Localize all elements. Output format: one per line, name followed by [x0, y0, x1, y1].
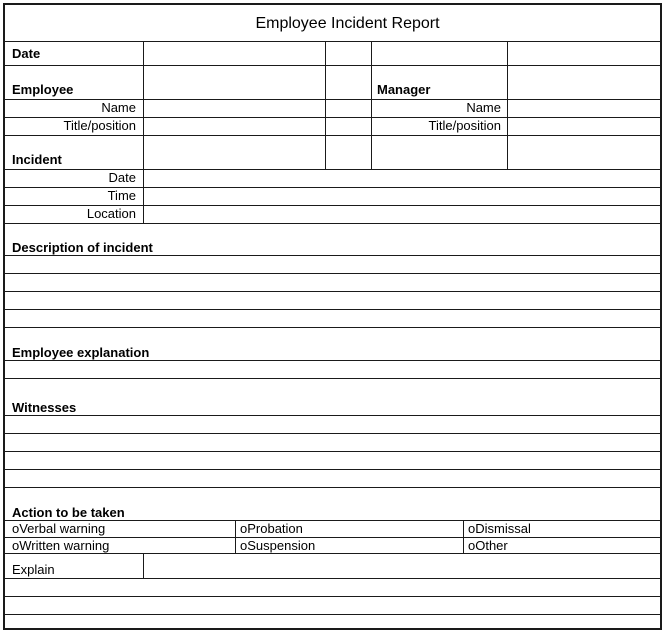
- date-field[interactable]: [144, 42, 659, 65]
- option-written-warning[interactable]: oWritten warning: [12, 538, 110, 553]
- rule-explain-line-2: [5, 614, 660, 615]
- employee-title-field[interactable]: [144, 118, 325, 135]
- form-border-bottom: [3, 628, 662, 630]
- rule-date-bottom: [5, 65, 660, 66]
- manager-heading: Manager: [377, 82, 431, 97]
- witnesses-field[interactable]: [5, 416, 660, 487]
- manager-name-field[interactable]: [508, 100, 659, 117]
- option-suspension[interactable]: oSuspension: [240, 538, 316, 553]
- date-label: Date: [12, 46, 41, 61]
- option-other[interactable]: oOther: [468, 538, 508, 553]
- option-probation[interactable]: oProbation: [240, 521, 303, 536]
- incident-location-label: Location: [86, 206, 136, 221]
- incident-time-field[interactable]: [144, 188, 659, 205]
- form-border-top: [3, 3, 662, 5]
- rule-description-line-4: [5, 327, 660, 328]
- explanation-field[interactable]: [5, 361, 660, 378]
- manager-name-label: Name: [466, 100, 501, 115]
- incident-date-label: Date: [108, 170, 136, 185]
- rule-explain-bottom: [5, 578, 660, 579]
- rule-explanation-line-1: [5, 378, 660, 379]
- rule-location-bottom: [5, 223, 660, 224]
- option-dismissal[interactable]: oDismissal: [468, 521, 531, 536]
- explanation-heading: Employee explanation: [12, 345, 150, 360]
- employee-name-label: Name: [101, 100, 136, 115]
- description-heading: Description of incident: [12, 240, 153, 255]
- divider-action-col-3: [463, 520, 464, 553]
- explain-field[interactable]: [144, 554, 659, 578]
- manager-title-field[interactable]: [508, 118, 659, 135]
- employee-heading: Employee: [12, 82, 74, 97]
- rule-witnesses-line-4: [5, 487, 660, 488]
- explain-label: Explain: [12, 562, 55, 577]
- divider-action-col-2: [235, 520, 236, 553]
- incident-heading: Incident: [12, 152, 62, 167]
- form-border-right: [660, 3, 662, 630]
- manager-title-label: Title/position: [428, 118, 501, 133]
- employee-name-field[interactable]: [144, 100, 325, 117]
- incident-date-field[interactable]: [144, 170, 659, 187]
- action-heading: Action to be taken: [12, 505, 125, 520]
- rule-title-position-bottom: [5, 135, 660, 136]
- form-title: Employee Incident Report: [255, 15, 440, 32]
- witnesses-heading: Witnesses: [12, 400, 77, 415]
- employee-title-label: Title/position: [63, 118, 136, 133]
- description-field[interactable]: [5, 256, 660, 327]
- rule-explain-line-1: [5, 596, 660, 597]
- incident-time-label: Time: [107, 188, 136, 203]
- option-verbal-warning[interactable]: oVerbal warning: [12, 521, 106, 536]
- incident-location-field[interactable]: [144, 206, 659, 223]
